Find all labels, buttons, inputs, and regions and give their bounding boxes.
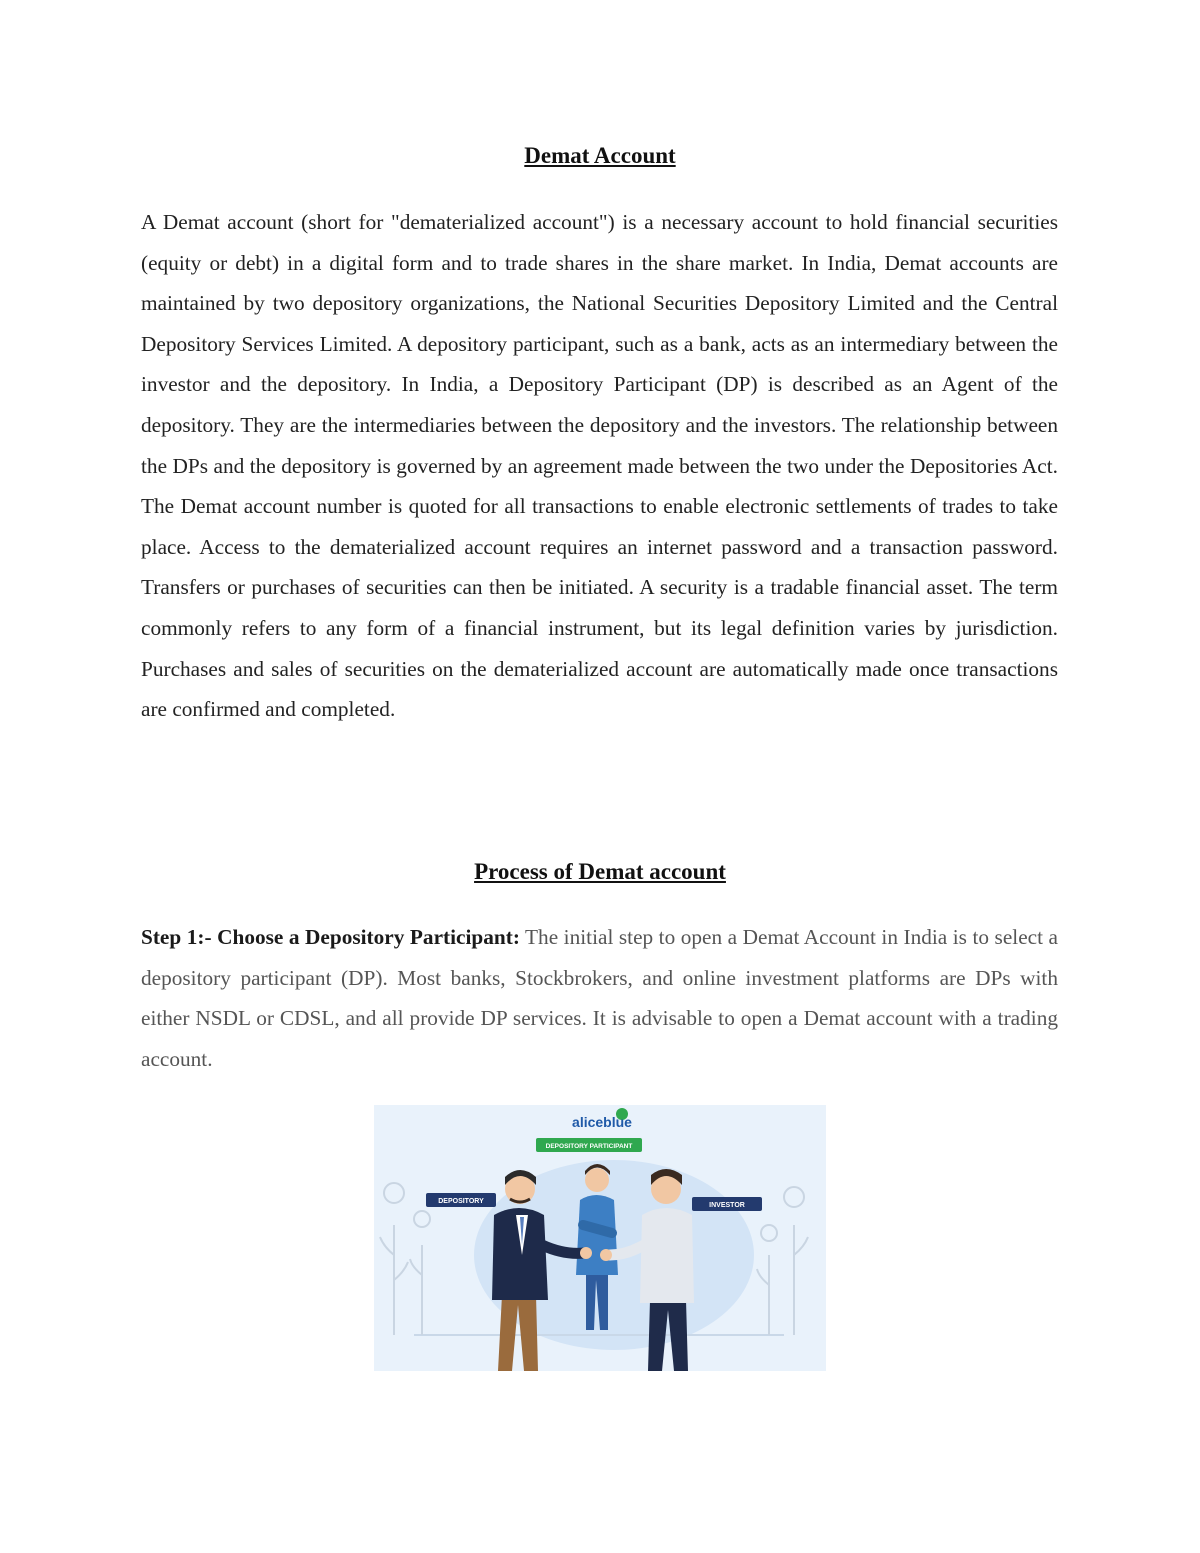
- aliceblue-logo: [572, 1108, 632, 1130]
- banner-label: DEPOSITORY PARTICIPANT: [545, 1143, 633, 1150]
- depository-tag-label: DEPOSITORY: [438, 1198, 484, 1205]
- intro-paragraph: A Demat account (short for "dematerialized account") is a necessary account to hold financial securities (equity or debt) in a digital form and to trade shares in the share market. In India, Demat accounts are maintained by two depository organizations, the National Securities Depository Limited and the Central Depository Services Limited. A depository participant, such as a bank, acts as an intermediary between the investor and the depository. In India, a Depository Participant (DP) is described as an Agent of the depository. They are the intermediaries between the depository and the investors. The relationship between the DPs and the depository is governed by an agreement made between the two under the Depositories Act. The Demat account number is quoted for all transactions to enable electronic settlements of trades to take place. Access to the dematerialized account requires an internet password and a transaction password. Transfers or purchases of securities can then be initiated. A security is a tradable financial asset. The term commonly refers to any form of a financial instrument, but its legal definition varies by jurisdiction. Purchases and sales of securities on the dematerialized account are automatically made once transactions are confirmed and completed.: [141, 210, 1058, 722]
- investor-tag-label: INVESTOR: [709, 1202, 745, 1209]
- step-1-paragraph: [141, 917, 1058, 1079]
- section-heading: Process of Demat account: [474, 859, 726, 884]
- step-1-label: Step 1:- Choose a Depository Participant:: [141, 925, 520, 949]
- page-title: Demat Account: [524, 143, 676, 168]
- brand-name: aliceblue: [572, 1114, 632, 1130]
- step-1-text: The initial step to open a Demat Account in India is to select a depository participant (DP). Most banks, Stockbrokers, and online investment platforms are DPs with either NSDL or CDSL, and all provide DP services. It is advisable to open a Demat account with a trading account.: [141, 925, 1058, 1071]
- depository-participant-illustration: [374, 1105, 826, 1371]
